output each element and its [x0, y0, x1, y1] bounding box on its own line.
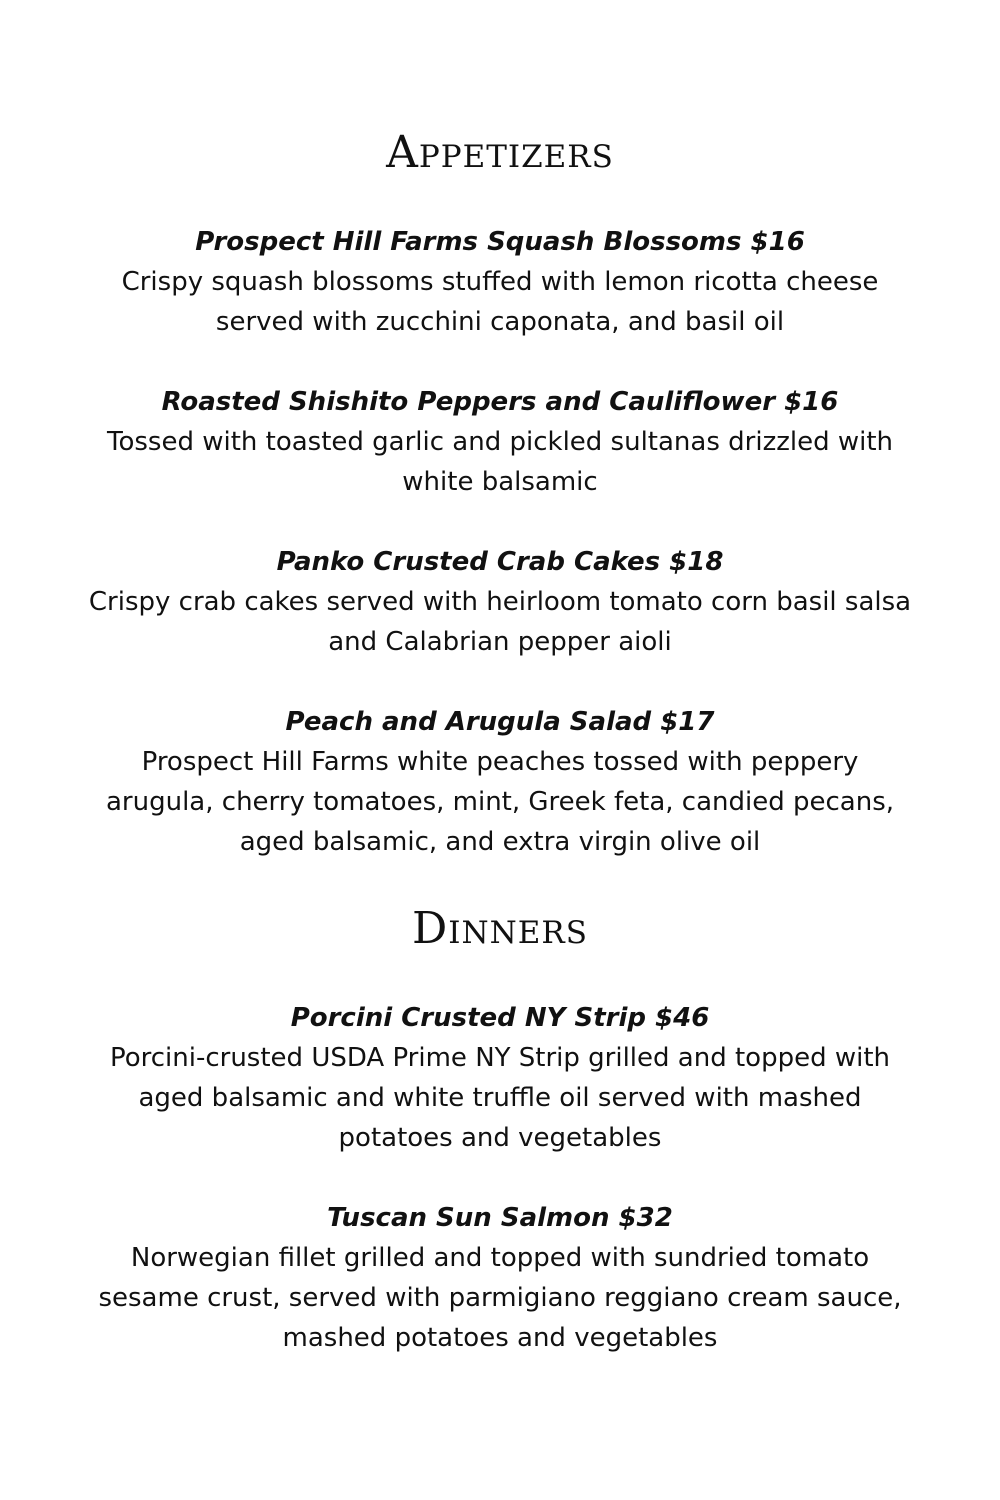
menu-item-description	[40, 1038, 960, 1158]
menu-item-title: Roasted Shishito Peppers and Cauliflower $16	[161, 387, 839, 417]
menu-item-peach-salad	[40, 702, 960, 862]
menu-item-description	[40, 422, 960, 502]
description-line: white balsamic	[402, 467, 598, 497]
description-line: Tossed with toasted garlic and pickled sultanas drizzled with	[106, 427, 894, 457]
description-line: Norwegian fillet grilled and topped with sundried tomato	[130, 1243, 870, 1273]
menu-item-ny-strip	[40, 998, 960, 1158]
menu-item-title: Panko Crusted Crab Cakes $18	[276, 547, 724, 577]
description-line: sesame crust, served with parmigiano reggiano cream sauce,	[98, 1283, 902, 1313]
description-line: Prospect Hill Farms white peaches tossed with peppery	[141, 747, 859, 777]
menu-item-description	[40, 1238, 960, 1358]
description-line: Porcini-crusted USDA Prime NY Strip grilled and topped with	[109, 1043, 891, 1073]
description-line: aged balsamic and white truffle oil served with mashed	[138, 1083, 862, 1113]
description-line: aged balsamic, and extra virgin olive oil	[239, 827, 761, 857]
menu-item-description	[40, 262, 960, 342]
dinners-heading: Dinners	[412, 903, 588, 954]
menu-item-description	[40, 582, 960, 662]
description-line: served with zucchini caponata, and basil oil	[215, 307, 785, 337]
menu-item-title: Peach and Arugula Salad $17	[285, 707, 715, 737]
description-line: arugula, cherry tomatoes, mint, Greek feta, candied pecans,	[106, 787, 894, 817]
menu-item-title: Prospect Hill Farms Squash Blossoms $16	[195, 227, 805, 257]
description-line: Crispy squash blossoms stuffed with lemon ricotta cheese	[121, 267, 879, 297]
description-line: mashed potatoes and vegetables	[282, 1323, 718, 1353]
menu-item-description	[40, 742, 960, 862]
menu-item-title: Tuscan Sun Salmon $32	[327, 1203, 673, 1233]
appetizers-heading: Appetizers	[386, 127, 614, 178]
menu-item-squash-blossoms	[40, 222, 960, 342]
description-line: and Calabrian pepper aioli	[328, 627, 672, 657]
menu-item-salmon	[40, 1198, 960, 1358]
menu-item-shishito-peppers	[40, 382, 960, 502]
menu-item-crab-cakes	[40, 542, 960, 662]
menu-item-title: Porcini Crusted NY Strip $46	[290, 1003, 710, 1033]
description-line: potatoes and vegetables	[338, 1123, 662, 1153]
description-line: Crispy crab cakes served with heirloom tomato corn basil salsa	[88, 587, 912, 617]
